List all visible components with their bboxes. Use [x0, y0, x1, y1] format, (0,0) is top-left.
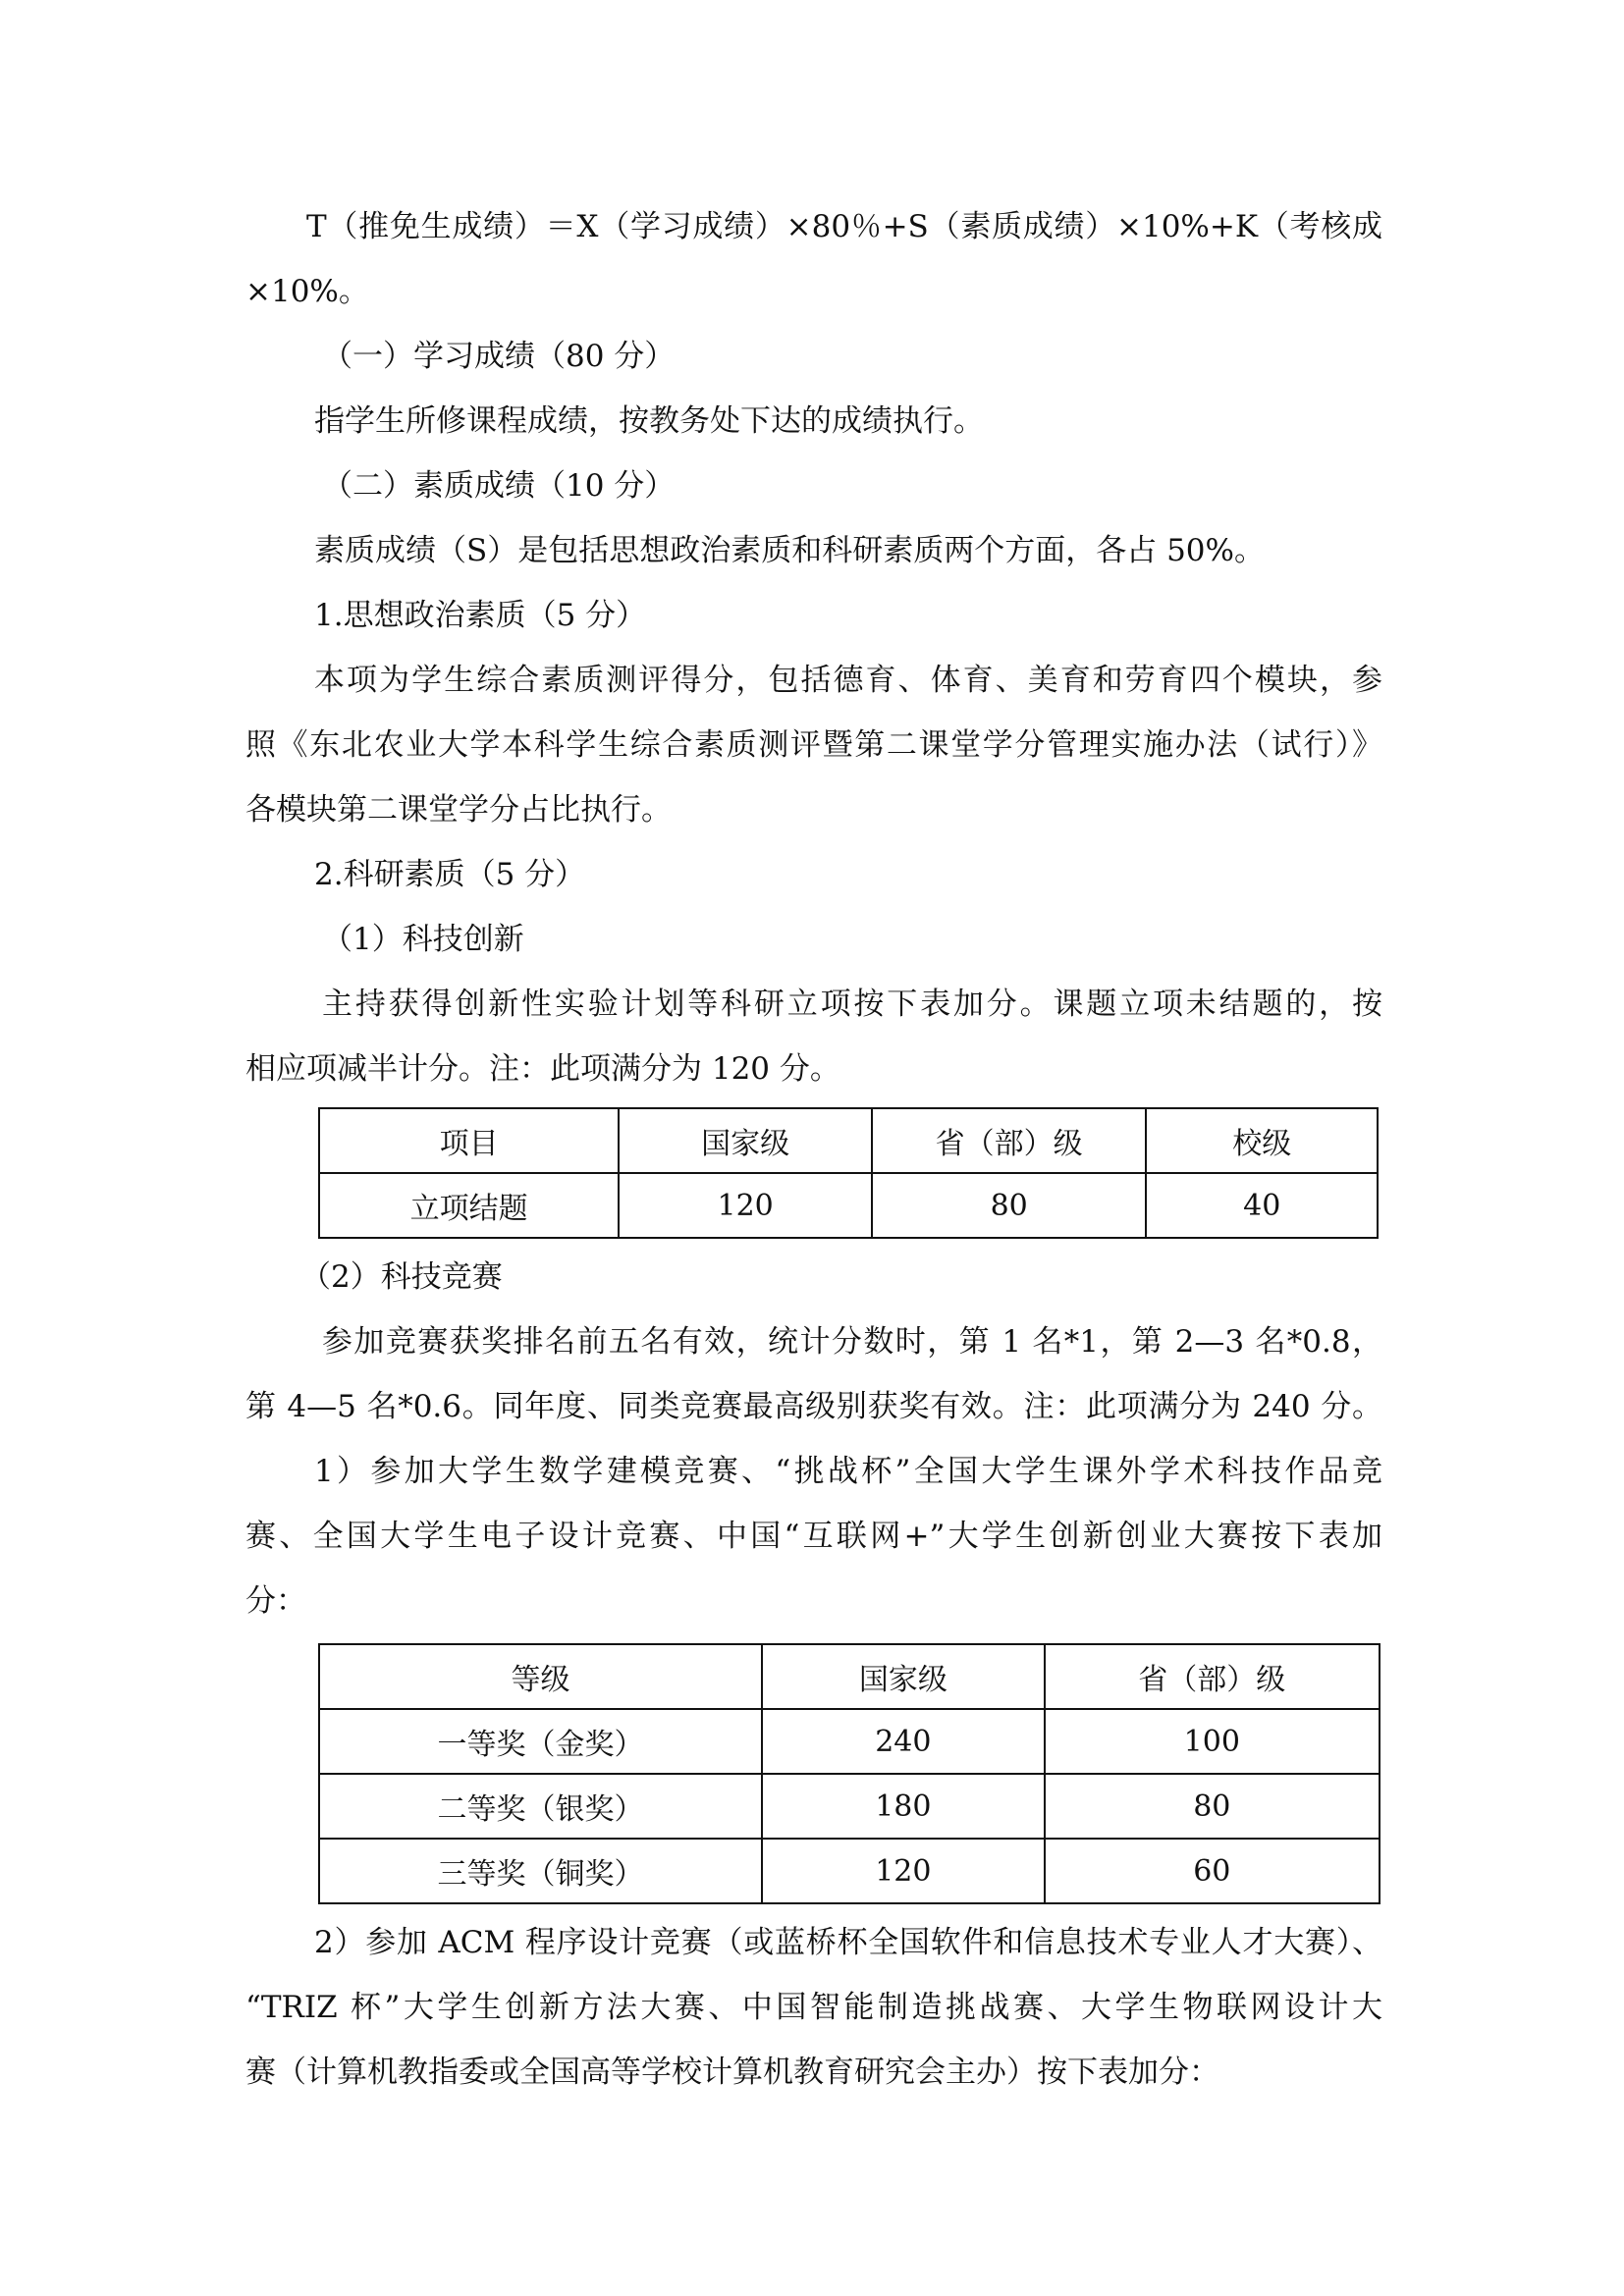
- table-header-row: [319, 1644, 1380, 1709]
- item-2-text-line-1: 参加竞赛获奖排名前五名有效，统计分数时，第 1 名*1，第 2—3 名*0.8，: [322, 1324, 1382, 1360]
- competition-award-table: [318, 1643, 1380, 1904]
- competition-1-line-2: 赛、全国大学生电子设计竞赛、中国“互联网+”大学生创新创业大赛按下表加: [245, 1519, 1382, 1554]
- item-1-heading: （1）科技创新: [322, 922, 524, 957]
- competition-1-line-1: 1）参加大学生数学建模竞赛、“挑战杯”全国大学生课外学术科技作品竞: [314, 1454, 1382, 1489]
- table-header-cell: 等级: [319, 1644, 762, 1709]
- competition-2-line-3: 赛（计算机教指委或全国高等学校计算机教育研究会主办）按下表加分：: [245, 2055, 1219, 2090]
- table-cell: 120: [762, 1839, 1044, 1903]
- table-header-cell: 校级: [1146, 1108, 1378, 1173]
- competition-2-line-2: “TRIZ 杯”大学生创新方法大赛、中国智能制造挑战赛、大学生物联网设计大: [245, 1990, 1382, 2025]
- table-header-cell: 项目: [319, 1108, 619, 1173]
- subsection-1-heading: 1.思想政治素质（5 分）: [314, 598, 647, 633]
- table-cell: 80: [1045, 1774, 1380, 1839]
- subsection-2-heading: 2.科研素质（5 分）: [314, 857, 586, 892]
- table-row: [319, 1709, 1380, 1774]
- table-header-cell: 省（部）级: [872, 1108, 1147, 1173]
- table-cell: 二等奖（银奖）: [319, 1774, 762, 1839]
- subsection-1-text-line-1: 本项为学生综合素质测评得分，包括德育、体育、美育和劳育四个模块，参: [314, 663, 1382, 698]
- table-header-cell: 国家级: [762, 1644, 1044, 1709]
- item-2-text-line-2: 第 4—5 名*0.6。同年度、同类竞赛最高级别获奖有效。注：此项满分为 240 分。: [245, 1389, 1382, 1424]
- section-2-text: 素质成绩（S）是包括思想政治素质和科研素质两个方面，各占 50%。: [314, 533, 1265, 568]
- subsection-1-text-line-2: 照《东北农业大学本科学生综合素质测评暨第二课堂学分管理实施办法（试行）》: [245, 727, 1382, 763]
- section-1-heading: （一）学习成绩（80 分）: [322, 339, 676, 374]
- document-page: [245, 194, 1382, 2105]
- table-cell: 120: [619, 1173, 872, 1238]
- competition-2-line-1: 2）参加 ACM 程序设计竞赛（或蓝桥杯全国软件和信息技术专业人才大赛）、: [314, 1925, 1382, 1960]
- table-row: [319, 1839, 1380, 1903]
- item-2-heading: （2）科技竞赛: [300, 1259, 503, 1295]
- research-project-table: [318, 1107, 1379, 1239]
- table-cell: 100: [1045, 1709, 1380, 1774]
- table-header-cell: 国家级: [619, 1108, 872, 1173]
- table-cell: 60: [1045, 1839, 1380, 1903]
- table-row: [319, 1774, 1380, 1839]
- item-1-text-line-2: 相应项减半计分。注：此项满分为 120 分。: [245, 1051, 840, 1087]
- item-1-text-line-1: 主持获得创新性实验计划等科研立项按下表加分。课题立项未结题的，按: [322, 987, 1382, 1022]
- table-row: [319, 1173, 1378, 1238]
- table-header-row: [319, 1108, 1378, 1173]
- table-cell: 40: [1146, 1173, 1378, 1238]
- table-cell: 80: [872, 1173, 1147, 1238]
- formula-line-1: T（推免生成绩）＝X（学习成绩）×80％+S（素质成绩）×10%+K（考核成: [306, 209, 1382, 244]
- formula-line-2: ×10%。: [245, 274, 369, 309]
- table-cell: 一等奖（金奖）: [319, 1709, 762, 1774]
- table-cell: 180: [762, 1774, 1044, 1839]
- section-1-text: 指学生所修课程成绩，按教务处下达的成绩执行。: [314, 403, 984, 439]
- table-cell: 三等奖（铜奖）: [319, 1839, 762, 1903]
- table-cell: 立项结题: [319, 1173, 619, 1238]
- table-cell: 240: [762, 1709, 1044, 1774]
- competition-1-line-3: 分：: [245, 1583, 306, 1619]
- subsection-1-text-line-3: 各模块第二课堂学分占比执行。: [245, 792, 672, 828]
- section-2-heading: （二）素质成绩（10 分）: [322, 468, 676, 504]
- table-header-cell: 省（部）级: [1045, 1644, 1380, 1709]
